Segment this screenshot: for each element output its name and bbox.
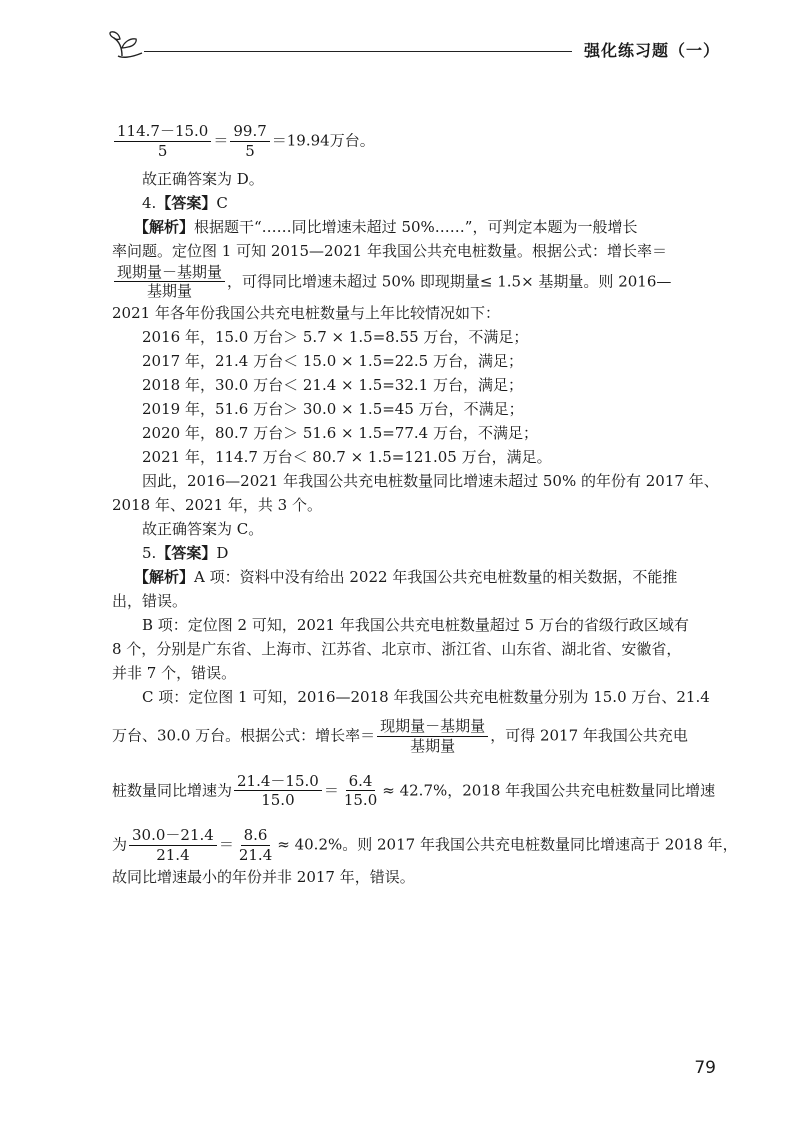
fraction: $\frac{30.0-21.4}{21.4}$ xyxy=(129,826,217,865)
text-line: 8 个，分别是广东省、上海市、江苏省、北京市、浙江省、山东省、湖北省、安徽省， xyxy=(112,640,682,658)
fraction: $\frac{\text{现期量－基期量}}{\text{基期量}}$ xyxy=(114,263,225,302)
text-line: 因此，2016—2021 年我国公共充电桩数量同比增速未超过 50% 的年份有 2017 年、 xyxy=(142,472,719,490)
text-line: 率问题。定位图 1 可知 2015—2021 年我国公共充电桩数量。根据公式：增长率＝ xyxy=(112,241,667,260)
text-line: C 项：定位图 1 可知，2016—2018 年我国公共充电桩数量分别为 15.0 万台、21.4 xyxy=(142,688,710,706)
fraction: $\frac{99.7}{5}$ xyxy=(230,122,269,161)
question-5-answer: 5.【答案】D xyxy=(142,544,229,562)
text-line: 2018 年、2021 年，共 3 个。 xyxy=(112,496,322,514)
formula-line: $\frac{\text{现期量－基期量}}{\text{基期量}}$ ，可得同比增速未超过 50% 即现期量≤ 1.5× 基期量。则 2016— xyxy=(112,263,718,302)
year-row: 2021 年，114.7 万台＜ 80.7 × 1.5=121.05 万台，满足。 xyxy=(142,448,552,466)
text-line: 故正确答案为 D。 xyxy=(142,169,264,188)
fraction: $\frac{114.7-15.0}{5}$ xyxy=(114,122,211,161)
fraction: $\frac{8.6}{21.4}$ xyxy=(238,826,273,864)
text-line: 故正确答案为 C。 xyxy=(142,520,264,538)
formula-line: 桩数量同比增速为 $\frac{21.4-15.0}{15.0}$ ＝ $\frac{6.4}{15.0}$ ≈ 42.7%，2018 年我国公共充电桩数量同比增速 xyxy=(112,771,716,810)
text-line: 2021 年各年份我国公共充电桩数量与上年比较情况如下： xyxy=(112,304,500,322)
text-line: 【解析】A 项：资料中没有给出 2022 年我国公共充电桩数量的相关数据，不能推 xyxy=(134,568,678,586)
text-line: 【解析】根据题干“……同比增速未超过 50%……”，可判定本题为一般增长 xyxy=(134,217,638,236)
year-row: 2017 年，21.4 万台＜ 15.0 × 1.5=22.5 万台，满足； xyxy=(142,352,523,370)
text-line: 出，错误。 xyxy=(112,592,188,610)
fraction: $\frac{\text{现期量－基期量}}{\text{基期量}}$ xyxy=(377,717,488,756)
text-line: 故同比增速最小的年份并非 2017 年，错误。 xyxy=(112,867,415,886)
fraction: $\frac{6.4}{15.0}$ xyxy=(343,771,378,810)
fraction: $\frac{21.4-15.0}{15.0}$ xyxy=(234,772,322,811)
year-row: 2018 年，30.0 万台＜ 21.4 × 1.5=32.1 万台，满足； xyxy=(142,376,523,394)
page-number: 79 xyxy=(694,1058,716,1078)
formula-line: 为 $\frac{30.0-21.4}{21.4}$ ＝ $\frac{8.6}{21.4}$ ≈ 40.2%。则 2017 年我国公共充电桩数量同比增速高于 2018 年， xyxy=(112,826,738,864)
calc-line: $\frac{114.7-15.0}{5}$ ＝ $\frac{99.7}{5}$ ＝19.94万台。 xyxy=(112,122,718,161)
text-line: 并非 7 个，错误。 xyxy=(112,664,237,682)
year-row: 2019 年，51.6 万台＞ 30.0 × 1.5=45 万台，不满足； xyxy=(142,400,524,418)
year-row: 2016 年，15.0 万台＞ 5.7 × 1.5=8.55 万台，不满足； xyxy=(142,328,529,346)
sprout-icon xyxy=(108,30,144,60)
header-title: 强化练习题（一） xyxy=(583,41,720,60)
answer-content xyxy=(112,122,738,889)
question-4-answer: 4.【答案】C xyxy=(142,193,228,212)
text-line: B 项：定位图 2 可知，2021 年我国公共充电桩数量超过 5 万台的省级行政区域有 xyxy=(142,616,689,634)
formula-line: 万台、30.0 万台。根据公式：增长率＝ $\frac{\text{现期量－基期量}}{\text{基期量}}$ ，可得 2017 年我国公共充电 xyxy=(112,717,688,755)
header-rule xyxy=(144,51,572,52)
year-row: 2020 年，80.7 万台＞ 51.6 × 1.5=77.4 万台，不满足； xyxy=(142,424,538,442)
page-header xyxy=(108,30,720,66)
